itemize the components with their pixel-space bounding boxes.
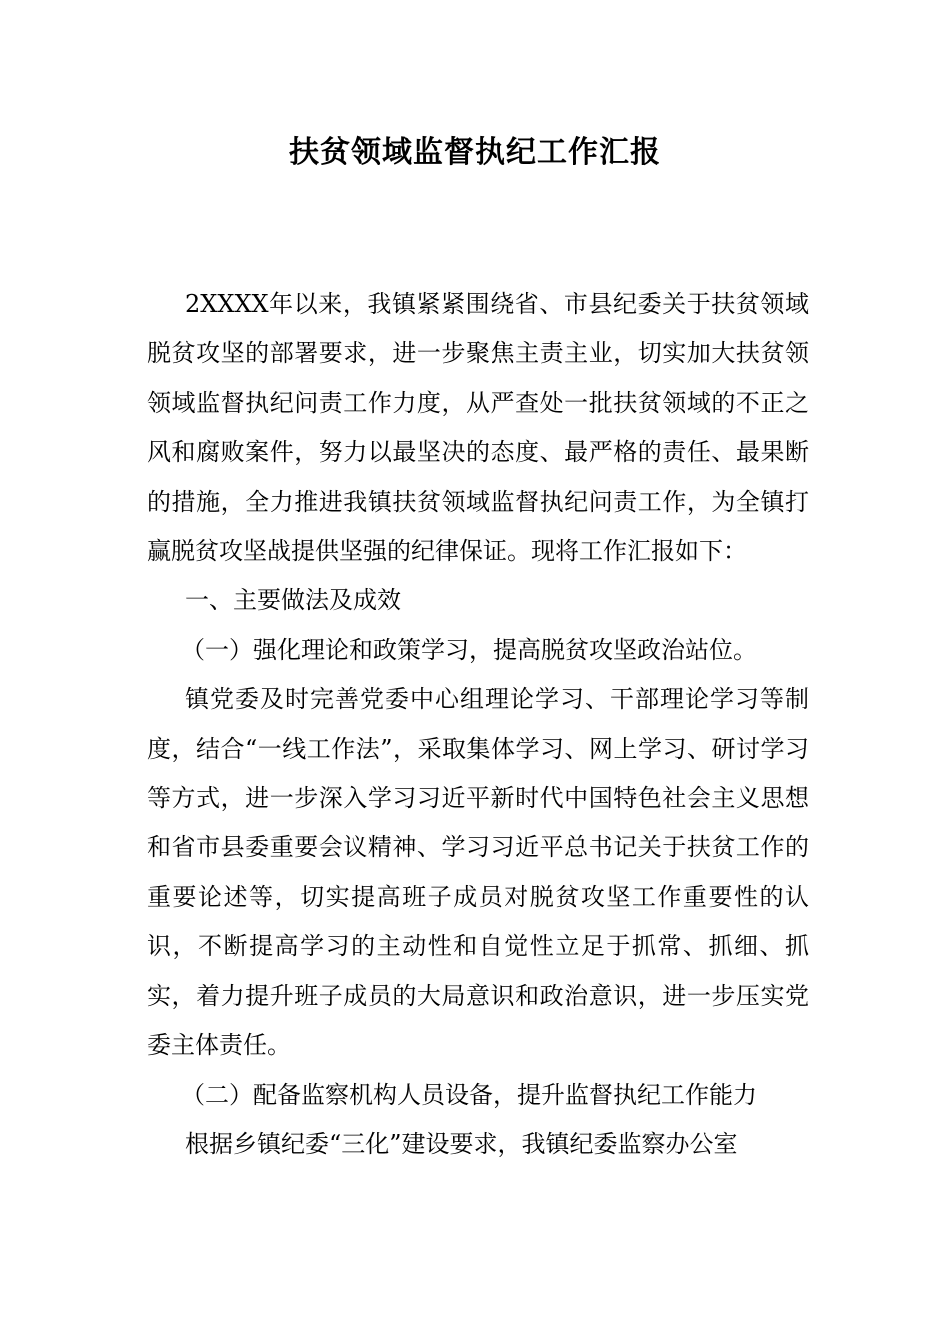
section-heading-main-practices: 一、主要做法及成效	[185, 586, 401, 615]
body-paragraph-2: 根据乡镇纪委“三化”建设要求，我镇纪委监察办公室	[185, 1129, 738, 1158]
intro-paragraph: 2XXXX年以来，我镇紧紧围绕省、市县纪委关于扶贫领域脱贫攻坚的部署要求，进一步聚焦主责主业，切实加大扶贫领领域监督执纪问责工作力度，从严查处一批扶贫领域的不正之风和腐败案件，努力以最坚决的态度、最严格的责任、最果断的措施，全力推进我镇扶贫领域监督执纪问责工作，为全镇打赢脱贫攻坚战提供坚强的纪律保证。现将工作汇报如下：	[147, 290, 809, 566]
subsection-heading-2: （二）配备监察机构人员设备，提升监督执纪工作能力	[181, 1080, 757, 1109]
body-paragraph-1: 镇党委及时完善党委中心组理论学习、干部理论学习等制度，结合“一线工作法”，采取集体学习、网上学习、研讨学习等方式，进一步深入学习习近平新时代中国特色社会主义思想和省市县委重要会议精神、学习习近平总书记关于扶贫工作的重要论述等，切实提高班子成员对脱贫攻坚工作重要性的认识，不断提高学习的主动性和自觉性立足于抓常、抓细、抓实，着力提升班子成员的大局意识和政治意识，进一步压实党委主体责任。	[147, 685, 809, 1060]
document-title: 扶贫领域监督执纪工作汇报	[289, 135, 661, 170]
document-body	[147, 280, 809, 1169]
subsection-heading-1: （一）强化理论和政策学习，提高脱贫攻坚政治站位。	[181, 635, 757, 664]
